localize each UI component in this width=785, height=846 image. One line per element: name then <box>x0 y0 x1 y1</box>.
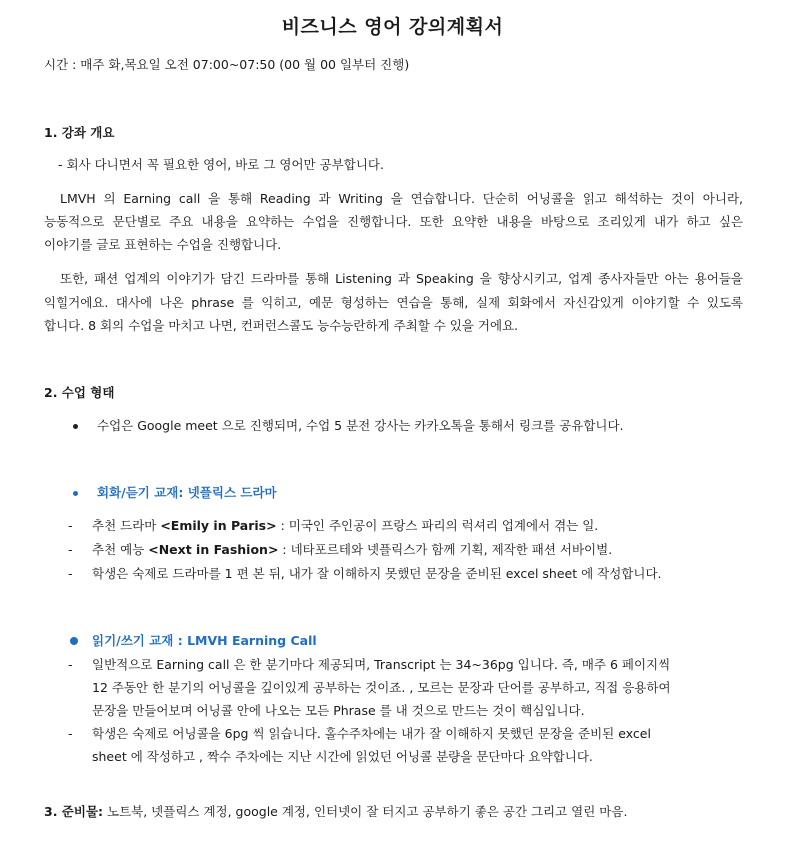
page-title: 비즈니스 영어 강의계획서 <box>281 16 504 38</box>
bullet-icon <box>70 637 78 645</box>
sub2-item2-line1: 학생은 숙제로 어닝콜을 6pg 씩 읽습니다. 홀수주차에는 내가 잘 이해하지 못했던 문장을 준비된 excel <box>92 726 651 741</box>
dash-marker: - <box>68 542 73 557</box>
sub2-item2-line2: sheet 에 작성하고 , 짝수 주차에는 지난 시간에 읽었던 어닝콜 분량을 문단마다 요약합니다. <box>92 749 593 764</box>
section1-para1-line2: 능동적으로 문단별로 주요 내용을 요약하는 수업을 진행합니다. 또한 요약한 내용을 바탕으로 조리있게 내가 하고 싶은 <box>44 214 743 229</box>
sub2-item1-line2: 12 주동안 한 분기의 어닝콜을 깊이있게 공부하는 것이죠. , 모르는 문장과 단어를 공부하고, 직접 응용하여 <box>92 680 671 695</box>
bullet-icon <box>73 424 78 429</box>
section3-text: 노트북, 넷플릭스 계정, google 계정, 인터넷이 잘 터지고 공부하기 좋은 공간 그리고 열린 마음. <box>103 804 628 819</box>
sub1-title: 회화/듣기 교재: 넷플릭스 드라마 <box>97 485 277 500</box>
sub2-title: 읽기/쓰기 교재 : LMVH Earning Call <box>92 633 317 648</box>
sub2-item1-line3: 문장을 만들어보며 어닝콜 안에 나오는 모든 Phrase 를 내 것으로 만드는 것이 핵심입니다. <box>92 703 585 718</box>
sub1-item-2: 추천 예능 <Next in Fashion> : 네타포르테와 넷플릭스가 함께 기획, 제작한 패션 서바이벌. <box>92 542 613 557</box>
sub1-item-1: 추천 드라마 <Emily in Paris> : 미국인 주인공이 프랑스 파리의 럭셔리 업계에서 겪는 일. <box>92 518 599 533</box>
section3-label: 3. 준비물: <box>44 804 104 819</box>
section1-line1: - 회사 다니면서 꼭 필요한 영어, 바로 그 영어만 공부합니다. <box>58 157 384 172</box>
sub1-item-3: 학생은 숙제로 드라마를 1 편 본 뒤, 내가 잘 이해하지 못했던 문장을 준비된 excel sheet 에 작성합니다. <box>92 566 662 581</box>
section2-bullet-text: 수업은 Google meet 으로 진행되며, 수업 5 분전 강사는 카카오톡을 통해서 링크를 공유합니다. <box>97 418 624 433</box>
bullet-icon <box>73 491 78 496</box>
section1-para1-line1: LMVH 의 Earning call 을 통해 Reading 과 Writing 을 연습합니다. 단순히 어닝콜을 읽고 해석하는 것이 아니라, <box>60 191 743 206</box>
section1-para2-line3: 합니다. 8 회의 수업을 마치고 나면, 컨퍼런스콜도 능수능란하게 주최할 수 있을 거에요. <box>44 318 519 333</box>
sub2-item1-line1: 일반적으로 Earning call 은 한 분기마다 제공되며, Transcript 는 34~36pg 입니다. 즉, 매주 6 페이지씩 <box>92 657 671 672</box>
section1-para2-line1: 또한, 패션 업계의 이야기가 담긴 드라마를 통해 Listening 과 Speaking 을 향상시키고, 업계 종사자들만 아는 용어들을 <box>60 271 743 286</box>
section3-line <box>44 803 627 821</box>
schedule-text: 시간 : 매주 화,목요일 오전 07:00~07:50 (00 월 00 일부터 진행) <box>44 57 410 72</box>
section1-para1-line3: 이야기를 글로 표현하는 수업을 진행합니다. <box>44 237 282 252</box>
dash-marker: - <box>68 518 73 533</box>
section1-heading: 1. 강좌 개요 <box>44 125 115 140</box>
section2-heading: 2. 수업 형태 <box>44 385 115 400</box>
dash-marker: - <box>68 726 73 741</box>
dash-marker: - <box>68 657 73 672</box>
section1-para2-line2: 익힐거에요. 대사에 나온 phrase 를 익히고, 예문 형성하는 연습을 통해, 실제 회화에서 자신감있게 이야기할 수 있도록 <box>44 295 743 310</box>
dash-marker: - <box>68 566 73 581</box>
